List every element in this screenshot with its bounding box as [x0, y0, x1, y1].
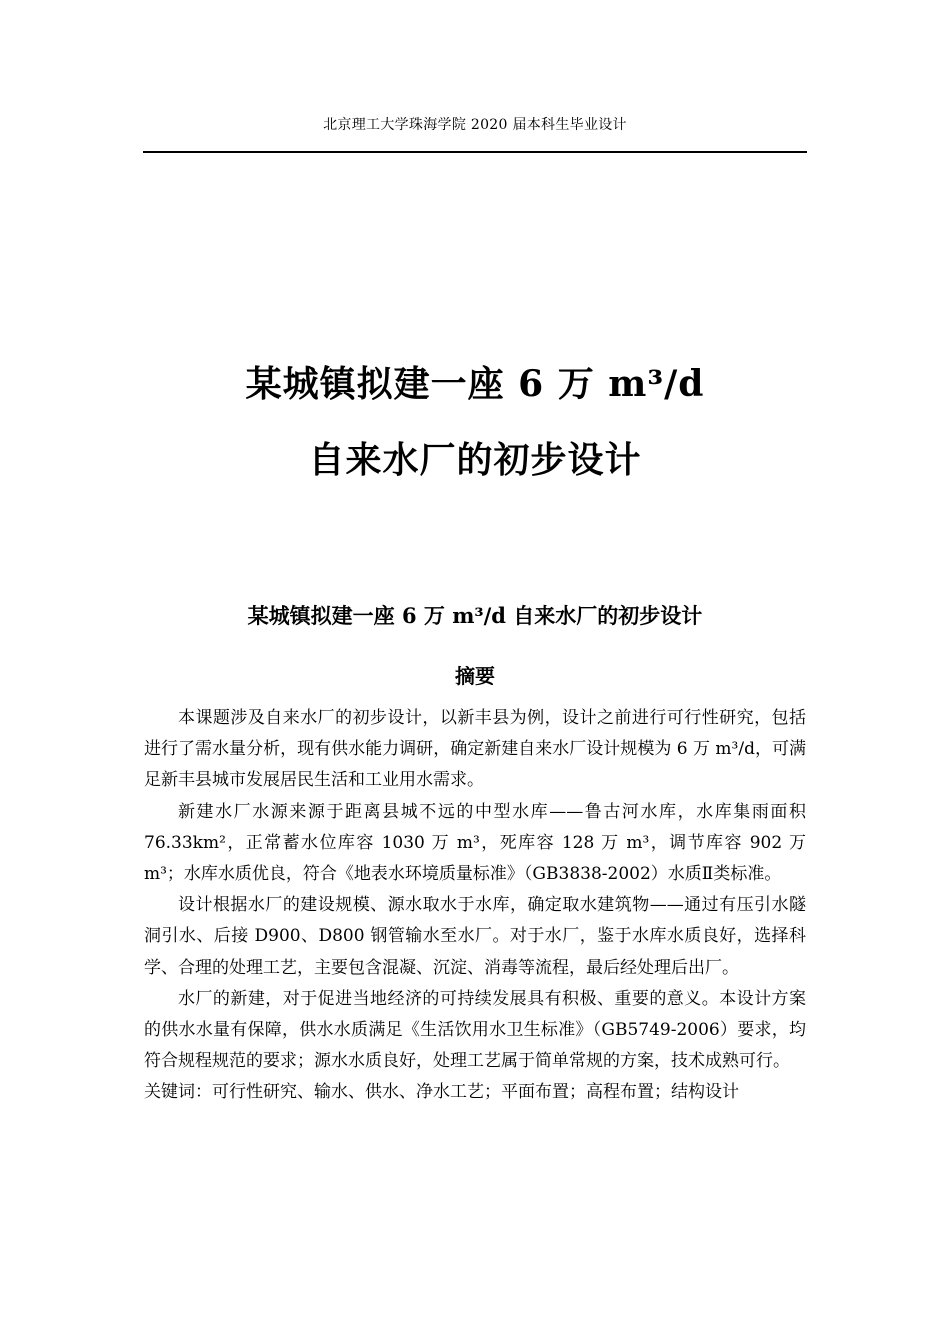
abstract-paragraph-4: 水厂的新建，对于促进当地经济的可持续发展具有积极、重要的意义。本设计方案的供水水量有保障，供水水质满足《生活饮用水卫生标准》（GB5749-2006）要求，均符合规程规范的要求；源水水质良好，处理工艺属于简单常规的方案，技术成熟可行。	[144, 988, 806, 1072]
keywords-line	[144, 1077, 806, 1108]
page-header: 北京理工大学珠海学院 2020 届本科生毕业设计	[323, 117, 627, 133]
thesis-title-line-2: 自来水厂的初步设计	[308, 439, 642, 481]
abstract-title: 某城镇拟建一座 6 万 m³/d 自来水厂的初步设计	[247, 603, 703, 628]
thesis-title-line-1: 某城镇拟建一座 6 万 m³/d	[245, 363, 705, 405]
header-divider	[143, 151, 807, 153]
abstract-body	[144, 703, 806, 1109]
abstract-paragraph-3: 设计根据水厂的建设规模、源水取水于水库，确定取水建筑物——通过有压引水隧洞引水、后接 D900、D800 钢管输水至水厂。对于水厂，鉴于水库水质良好，选择科学、合理的处理工艺，主要包含混凝、沉淀、消毒等流程，最后经处理后出厂。	[144, 895, 806, 978]
keywords-label: 关键词：	[144, 1082, 212, 1103]
abstract-paragraph-1: 本课题涉及自来水厂的初步设计，以新丰县为例，设计之前进行可行性研究，包括进行了需水量分析，现有供水能力调研，确定新建自来水厂设计规模为 6 万 m³/d，可满足新丰县城市发展居民生活和工业用水需求。	[144, 708, 806, 791]
keywords-text: 可行性研究、输水、供水、净水工艺；平面布置；高程布置；结构设计	[212, 1082, 739, 1103]
abstract-paragraph-2: 新建水厂水源来源于距离县城不远的中型水库——鲁古河水库，水库集雨面积 76.33km²，正常蓄水位库容 1030 万 m³，死库容 128 万 m³，调节库容 902 万 m³；水库水质优良，符合《地表水环境质量标准》（GB3838-2002）水质Ⅱ类标准。	[144, 801, 806, 885]
abstract-heading: 摘要	[455, 664, 495, 688]
